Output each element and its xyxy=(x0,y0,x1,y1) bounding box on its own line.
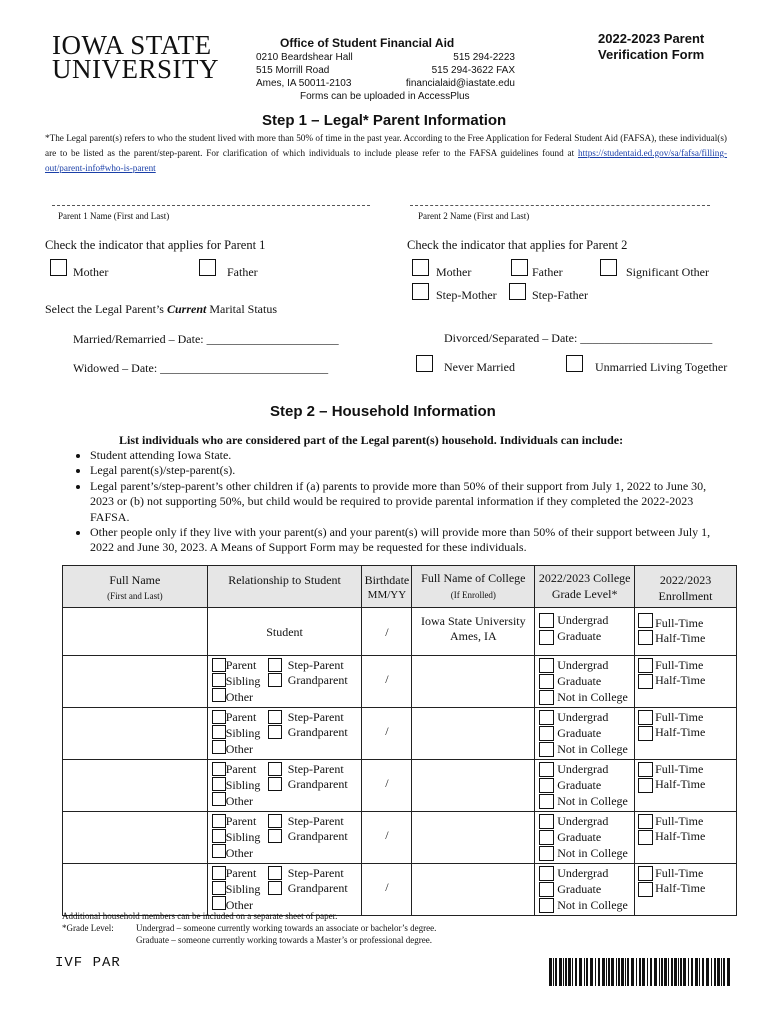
student-relationship-cell xyxy=(207,608,362,656)
member-enroll-cell xyxy=(635,656,737,708)
parent-label: Parent xyxy=(225,814,257,828)
member-name-cell[interactable] xyxy=(63,708,208,760)
col-relationship-label: Relationship to Student xyxy=(228,573,341,587)
grandparent-label: Grandparent xyxy=(287,829,348,843)
not-in-college-label: Not in College xyxy=(557,846,628,860)
birthdate-slash: / xyxy=(385,672,389,686)
graduate-label: Graduate xyxy=(557,778,602,792)
fax: 515 294-3622 FAX xyxy=(431,65,515,76)
table-row xyxy=(63,760,737,812)
halftime-checkbox[interactable] xyxy=(638,726,653,741)
grandparent-label: Grandparent xyxy=(287,725,348,739)
graduate-checkbox[interactable] xyxy=(539,778,554,793)
not-in-college-checkbox[interactable] xyxy=(539,898,554,913)
member-birthdate-cell[interactable] xyxy=(362,812,412,864)
parent-checkbox[interactable] xyxy=(212,866,226,880)
table-row xyxy=(63,656,737,708)
sibling-label: Sibling xyxy=(225,882,261,896)
bullet-2: • Legal parent(s)/step-parent(s). xyxy=(90,463,729,478)
address-block xyxy=(256,51,353,90)
step-parent-checkbox[interactable] xyxy=(268,814,282,828)
member-name-cell[interactable] xyxy=(63,760,208,812)
graduate-label: Graduate xyxy=(557,830,602,844)
birthdate-slash: / xyxy=(385,880,389,894)
sibling-label: Sibling xyxy=(225,674,261,688)
student-fulltime-label: Full-Time xyxy=(655,616,704,630)
fulltime-checkbox[interactable] xyxy=(638,762,653,777)
student-relationship: Student xyxy=(266,625,303,639)
member-birthdate-cell[interactable] xyxy=(362,656,412,708)
member-relationship-cell xyxy=(207,760,362,812)
parent-label: Parent xyxy=(225,866,257,880)
fulltime-label: Full-Time xyxy=(655,866,704,880)
member-grade-cell xyxy=(535,760,635,812)
sibling-checkbox[interactable] xyxy=(212,881,226,895)
col-header-enroll xyxy=(635,566,737,608)
grandparent-checkbox[interactable] xyxy=(268,725,282,739)
p2-significant-other-label: Significant Other xyxy=(626,265,709,279)
additional-members-note: Additional household members can be included on a separate sheet of paper. xyxy=(62,911,338,921)
other-label: Other xyxy=(225,794,254,808)
marital-prefix: Select the Legal Parent’s xyxy=(45,302,167,316)
student-graduate-checkbox[interactable] xyxy=(539,630,554,645)
sibling-checkbox[interactable] xyxy=(212,725,226,739)
p2-step-father-checkbox[interactable] xyxy=(509,283,526,300)
step-parent-label: Step-Parent xyxy=(287,710,344,724)
parent2-name-label: Parent 2 Name (First and Last) xyxy=(418,211,530,221)
member-birthdate-cell[interactable] xyxy=(362,864,412,916)
member-enroll-cell xyxy=(635,708,737,760)
member-name-cell[interactable] xyxy=(63,812,208,864)
parent-checkbox[interactable] xyxy=(212,658,226,672)
member-enroll-cell xyxy=(635,864,737,916)
p2-mother-label: Mother xyxy=(436,265,472,279)
graduate-checkbox[interactable] xyxy=(539,726,554,741)
not-in-college-checkbox[interactable] xyxy=(539,794,554,809)
p2-father-checkbox[interactable] xyxy=(511,259,528,276)
col-enroll-sub: Enrollment xyxy=(658,589,713,603)
student-undergrad-checkbox[interactable] xyxy=(539,613,554,628)
step-parent-checkbox[interactable] xyxy=(268,710,282,724)
col-birthdate-sub: MM/YY xyxy=(367,589,407,601)
legal-parent-note-text: *The Legal parent(s) refers to who the student lived with more than 50% of time in the past year. According to the Free Application for Federal Student Aid (FAFSA), these individual(s) are to be listed as the parent/step-parent. For clarification of which individuals to include please refer to the FAFSA guidelines found at xyxy=(45,133,727,158)
grandparent-checkbox[interactable] xyxy=(268,881,282,895)
fulltime-checkbox[interactable] xyxy=(638,866,653,881)
step-parent-label: Step-Parent xyxy=(287,762,344,776)
halftime-checkbox[interactable] xyxy=(638,830,653,845)
other-checkbox[interactable] xyxy=(212,688,226,702)
marital-status-label xyxy=(45,302,277,317)
student-halftime-checkbox[interactable] xyxy=(638,630,653,645)
office-title: Office of Student Financial Aid xyxy=(280,36,455,50)
col-college-label: Full Name of College xyxy=(421,571,526,585)
halftime-label: Half-Time xyxy=(655,881,706,895)
fulltime-label: Full-Time xyxy=(655,814,704,828)
halftime-checkbox[interactable] xyxy=(638,778,653,793)
bullet-4: • Other people only if they live with your parent(s) and your parent(s) will provide more than 50% of their support between July 1, 2022 and June 30, 2023. A Means of Support Form may be requested for these individuals. xyxy=(90,525,729,556)
sibling-label: Sibling xyxy=(225,830,261,844)
step-parent-label: Step-Parent xyxy=(287,866,344,880)
student-undergrad-label: Undergrad xyxy=(557,613,609,627)
upload-note: Forms can be uploaded in AccessPlus xyxy=(300,91,470,102)
fafsa-guidelines-link[interactable]: https://studentaid.ed.gov/sa/fafsa/filling-out/parent-info#who-is-parent xyxy=(45,148,728,173)
other-checkbox[interactable] xyxy=(212,792,226,806)
parent-label: Parent xyxy=(225,658,257,672)
step-parent-label: Step-Parent xyxy=(287,814,344,828)
member-enroll-cell xyxy=(635,760,737,812)
fulltime-checkbox[interactable] xyxy=(638,658,653,673)
not-in-college-label: Not in College xyxy=(557,742,628,756)
member-college-cell[interactable] xyxy=(412,760,535,812)
household-bullets xyxy=(64,448,729,556)
grade-level-label: *Grade Level: xyxy=(62,923,114,933)
undergrad-label: Undergrad xyxy=(557,658,609,672)
member-college-cell[interactable] xyxy=(412,812,535,864)
col-header-grade xyxy=(535,566,635,608)
other-checkbox[interactable] xyxy=(212,896,226,910)
sibling-checkbox[interactable] xyxy=(212,673,226,687)
halftime-label: Half-Time xyxy=(655,673,706,687)
col-header-birthdate xyxy=(362,566,412,608)
table-row xyxy=(63,864,737,916)
col-name-label: Full Name xyxy=(109,573,161,587)
p1-mother-checkbox[interactable] xyxy=(50,259,67,276)
sibling-checkbox[interactable] xyxy=(212,829,226,843)
logo xyxy=(52,30,219,84)
undergrad-checkbox[interactable] xyxy=(539,658,554,673)
barcode-icon xyxy=(549,958,731,986)
undergrad-checkbox[interactable] xyxy=(539,710,554,725)
step-parent-checkbox[interactable] xyxy=(268,866,282,880)
parent1-name-line[interactable] xyxy=(52,205,370,206)
unmarried-together-label: Unmarried Living Together xyxy=(595,360,728,374)
not-in-college-label: Not in College xyxy=(557,794,628,808)
p2-father-label: Father xyxy=(532,265,563,279)
not-in-college-checkbox[interactable] xyxy=(539,690,554,705)
step-parent-label: Step-Parent xyxy=(287,658,344,672)
bullet-1: • Student attending Iowa State. xyxy=(90,448,729,463)
col-enroll-label: 2022/2023 xyxy=(659,573,712,587)
halftime-checkbox[interactable] xyxy=(638,882,653,897)
undergrad-label: Undergrad xyxy=(557,866,609,880)
student-grade-cell xyxy=(535,608,635,656)
bullet-3: • Legal parent’s/step-parent’s other children if (a) parents to provide more than 50% of their support from July 1, 2022 to June 30, 2023 or (b) not supporting 50%, but child would be required to provide parental information if they completed the 2022-2023 FAFSA. xyxy=(90,479,729,525)
fulltime-label: Full-Time xyxy=(655,762,704,776)
marital-suffix: Marital Status xyxy=(206,302,277,316)
halftime-label: Half-Time xyxy=(655,829,706,843)
parent2-name-line[interactable] xyxy=(410,205,710,206)
logo-line-2: UNIVERSITY xyxy=(52,54,219,84)
form-title-line-1: 2022-2023 Parent xyxy=(598,31,705,46)
p2-step-father-label: Step-Father xyxy=(532,288,588,302)
fulltime-checkbox[interactable] xyxy=(638,710,653,725)
table-row xyxy=(63,812,737,864)
other-label: Other xyxy=(225,846,254,860)
halftime-label: Half-Time xyxy=(655,725,706,739)
birthdate-slash: / xyxy=(385,828,389,842)
col-grade-sub: Grade Level* xyxy=(551,587,618,601)
student-name-cell[interactable] xyxy=(63,608,208,656)
grandparent-checkbox[interactable] xyxy=(268,829,282,843)
unmarried-together-checkbox[interactable] xyxy=(566,355,583,372)
graduate-label: Graduate xyxy=(557,882,602,896)
never-married-checkbox[interactable] xyxy=(416,355,433,372)
household-table xyxy=(62,565,737,916)
fulltime-label: Full-Time xyxy=(655,710,704,724)
member-grade-cell xyxy=(535,812,635,864)
member-relationship-cell xyxy=(207,656,362,708)
member-relationship-cell xyxy=(207,708,362,760)
other-label: Other xyxy=(225,690,254,704)
student-college-cell xyxy=(412,608,535,656)
other-checkbox[interactable] xyxy=(212,740,226,754)
member-birthdate-cell[interactable] xyxy=(362,760,412,812)
table-header-row xyxy=(63,566,737,608)
parent1-check-label: Check the indicator that applies for Parent 1 xyxy=(45,238,266,252)
student-halftime-label: Half-Time xyxy=(655,631,706,645)
undergrad-checkbox[interactable] xyxy=(539,866,554,881)
parent-checkbox[interactable] xyxy=(212,710,226,724)
grandparent-label: Grandparent xyxy=(287,673,348,687)
parent-label: Parent xyxy=(225,762,257,776)
member-college-cell[interactable] xyxy=(412,656,535,708)
p1-father-checkbox[interactable] xyxy=(199,259,216,276)
never-married-label: Never Married xyxy=(444,360,515,374)
fulltime-label: Full-Time xyxy=(655,658,704,672)
p2-step-mother-label: Step-Mother xyxy=(436,288,497,302)
col-header-relationship xyxy=(207,566,362,608)
address-line-1: 0210 Beardshear Hall xyxy=(256,52,353,63)
fulltime-checkbox[interactable] xyxy=(638,814,653,829)
form-title xyxy=(598,31,704,63)
parent1-name-label: Parent 1 Name (First and Last) xyxy=(58,211,170,221)
other-label: Other xyxy=(225,742,254,756)
form-title-line-2: Verification Form xyxy=(598,47,705,62)
member-grade-cell xyxy=(535,656,635,708)
halftime-checkbox[interactable] xyxy=(638,674,653,689)
member-college-cell[interactable] xyxy=(412,864,535,916)
sibling-label: Sibling xyxy=(225,726,261,740)
step-parent-checkbox[interactable] xyxy=(268,762,282,776)
sibling-checkbox[interactable] xyxy=(212,777,226,791)
logo-line-1: IOWA STATE xyxy=(52,30,212,60)
address-line-2: 515 Morrill Road xyxy=(256,65,330,76)
member-grade-cell xyxy=(535,708,635,760)
marital-emphasis: Current xyxy=(166,302,207,316)
member-enroll-cell xyxy=(635,812,737,864)
contact-block xyxy=(380,51,515,90)
col-birthdate-label: Birthdate xyxy=(364,573,410,587)
graduate-checkbox[interactable] xyxy=(539,882,554,897)
step-parent-checkbox[interactable] xyxy=(268,658,282,672)
graduate-label: Graduate xyxy=(557,674,602,688)
graduate-checkbox[interactable] xyxy=(539,830,554,845)
undergrad-label: Undergrad xyxy=(557,762,609,776)
table-row xyxy=(63,708,737,760)
p2-step-mother-checkbox[interactable] xyxy=(412,283,429,300)
grandparent-checkbox[interactable] xyxy=(268,777,282,791)
parent2-check-label: Check the indicator that applies for Parent 2 xyxy=(407,238,628,252)
undergrad-label: Undergrad xyxy=(557,814,609,828)
member-name-cell[interactable] xyxy=(63,656,208,708)
member-grade-cell xyxy=(535,864,635,916)
phone: 515 294-2223 xyxy=(453,52,515,63)
grandparent-checkbox[interactable] xyxy=(268,673,282,687)
form-code: IVF PAR xyxy=(55,955,121,971)
not-in-college-label: Not in College xyxy=(557,898,628,912)
parent-checkbox[interactable] xyxy=(212,814,226,828)
member-relationship-cell xyxy=(207,812,362,864)
col-grade-label: 2022/2023 College xyxy=(538,571,631,585)
address-line-3: Ames, IA 50011-2103 xyxy=(256,78,352,89)
student-birthdate-slash: / xyxy=(385,625,389,639)
student-college-line1: Iowa State University xyxy=(420,614,526,628)
not-in-college-checkbox[interactable] xyxy=(539,846,554,861)
step2-title: Step 2 – Household Information xyxy=(270,403,496,420)
p1-father-label: Father xyxy=(227,265,258,279)
table-row-student xyxy=(63,608,737,656)
household-intro: List individuals who are considered part of the Legal parent(s) household. Individuals can include: xyxy=(119,433,624,447)
undergrad-checkbox[interactable] xyxy=(539,814,554,829)
p1-mother-label: Mother xyxy=(73,265,109,279)
member-relationship-cell xyxy=(207,864,362,916)
parent-label: Parent xyxy=(225,710,257,724)
grade-graduate-def: Graduate – someone currently working towards a Master’s or professional degree. xyxy=(136,935,432,945)
col-name-sub: (First and Last) xyxy=(107,591,163,601)
student-graduate-label: Graduate xyxy=(557,629,602,643)
p2-mother-checkbox[interactable] xyxy=(412,259,429,276)
other-label: Other xyxy=(225,898,254,912)
divorced-date-field[interactable]: Divorced/Separated – Date: ______________________ xyxy=(444,331,713,345)
birthdate-slash: / xyxy=(385,776,389,790)
member-birthdate-cell[interactable] xyxy=(362,708,412,760)
step1-title: Step 1 – Legal* Parent Information xyxy=(262,112,507,129)
legal-parent-note xyxy=(45,131,727,176)
married-date-field[interactable]: Married/Remarried – Date: ______________________ xyxy=(73,332,339,346)
email-link[interactable]: financialaid@iastate.edu xyxy=(405,78,515,89)
undergrad-label: Undergrad xyxy=(557,710,609,724)
undergrad-checkbox[interactable] xyxy=(539,762,554,777)
not-in-college-checkbox[interactable] xyxy=(539,742,554,757)
student-enroll-cell xyxy=(635,608,737,656)
grade-undergrad-def: Undergrad – someone currently working towards an associate or bachelor’s degree. xyxy=(136,923,437,933)
grandparent-label: Grandparent xyxy=(287,881,348,895)
graduate-checkbox[interactable] xyxy=(539,674,554,689)
not-in-college-label: Not in College xyxy=(557,690,628,704)
member-college-cell[interactable] xyxy=(412,708,535,760)
widowed-date-field[interactable]: Widowed – Date: ____________________________ xyxy=(73,361,329,375)
graduate-label: Graduate xyxy=(557,726,602,740)
col-college-sub: (If Enrolled) xyxy=(450,590,496,600)
grandparent-label: Grandparent xyxy=(287,777,348,791)
student-college-line2: Ames, IA xyxy=(449,629,497,643)
birthdate-slash: / xyxy=(385,724,389,738)
halftime-label: Half-Time xyxy=(655,777,706,791)
student-fulltime-checkbox[interactable] xyxy=(638,613,653,628)
parent-checkbox[interactable] xyxy=(212,762,226,776)
p2-significant-other-checkbox[interactable] xyxy=(600,259,617,276)
col-header-college xyxy=(412,566,535,608)
col-header-name xyxy=(63,566,208,608)
other-checkbox[interactable] xyxy=(212,844,226,858)
member-name-cell[interactable] xyxy=(63,864,208,916)
student-birthdate-cell[interactable] xyxy=(362,608,412,656)
sibling-label: Sibling xyxy=(225,778,261,792)
